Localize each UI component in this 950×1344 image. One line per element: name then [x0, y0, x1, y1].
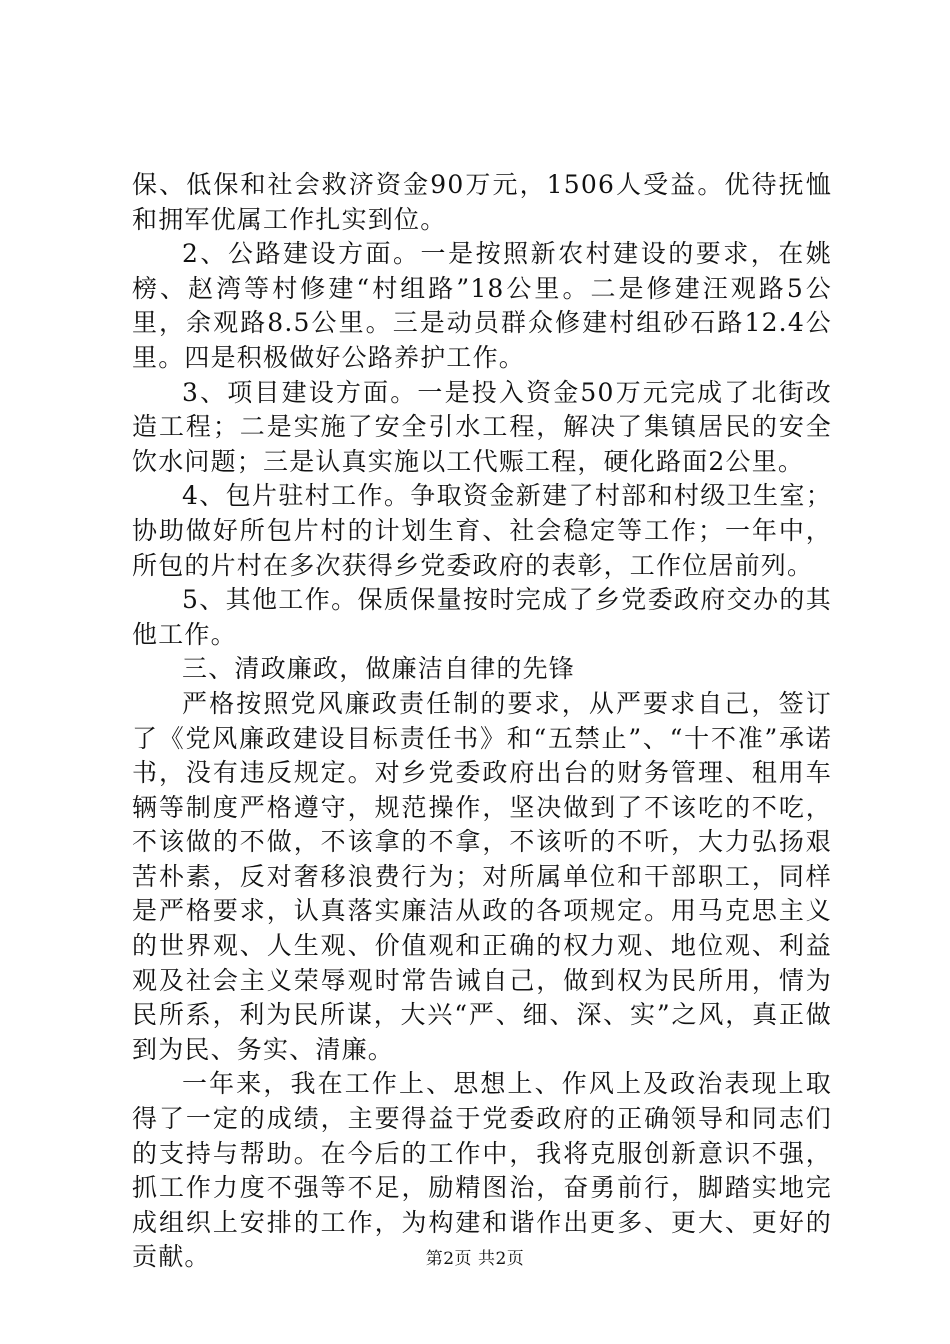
paragraph-other-work: 5、其他工作。保质保量按时完成了乡党委政府交办的其他工作。: [132, 585, 832, 649]
document-body: [132, 168, 832, 1275]
page-footer: 第2页 共2页: [425, 1249, 525, 1269]
paragraph-social-relief: 保、低保和社会救济资金90万元，1506人受益。优待抚恤和拥军优属工作扎实到位。: [132, 170, 832, 234]
paragraph-road-construction: 2、公路建设方面。一是按照新农村建设的要求，在姚榜、赵湾等村修建“村组路”18公里。二是修建汪观路5公里，余观路8.5公里。三是动员群众修建村组砂石路12.4公里。四是积极做好公路养护工作。: [132, 239, 832, 372]
section-heading-integrity: 三、清政廉政，做廉洁自律的先锋: [182, 654, 576, 684]
paragraph-conclusion: 一年来，我在工作上、思想上、作风上及政治表现上取得了一定的成绩，主要得益于党委政府的正确领导和同志们的支持与帮助。在今后的工作中，我将克服创新意识不强，抓工作力度不强等不足，励精图治，奋勇前行，脚踏实地完成组织上安排的工作，为构建和谐作出更多、更大、更好的贡献。: [132, 1069, 832, 1272]
paragraph-integrity: 严格按照党风廉政责任制的要求，从严要求自己，签订了《党风廉政建设目标责任书》和“五禁止”、“十不准”承诺书，没有违反规定。对乡党委政府出台的财务管理、租用车辆等制度严格遵守，规范操作，坚决做到了不该吃的不吃，不该做的不做，不该拿的不拿，不该听的不听，大力弘扬艰苦朴素，反对奢移浪费行为；对所属单位和干部职工，同样是严格要求，认真落实廉洁从政的各项规定。用马克思主义的世界观、人生观、价值观和正确的权力观、地位观、利益观及社会主义荣辱观时常告诫自己，做到权为民所用，情为民所系，利为民所谋，大兴“严、细、深、实”之风，真正做到为民、务实、清廉。: [132, 688, 832, 1064]
paragraph-village-work: 4、包片驻村工作。争取资金新建了村部和村级卫生室；协助做好所包片村的计划生育、社会稳定等工作；一年中，所包的片村在多次获得乡党委政府的表彰，工作位居前列。: [132, 481, 832, 580]
paragraph-project-construction: 3、项目建设方面。一是投入资金50万元完成了北街改造工程；二是实施了安全引水工程，解决了集镇居民的安全饮水问题；三是认真实施以工代赈工程，硬化路面2公里。: [132, 377, 832, 476]
